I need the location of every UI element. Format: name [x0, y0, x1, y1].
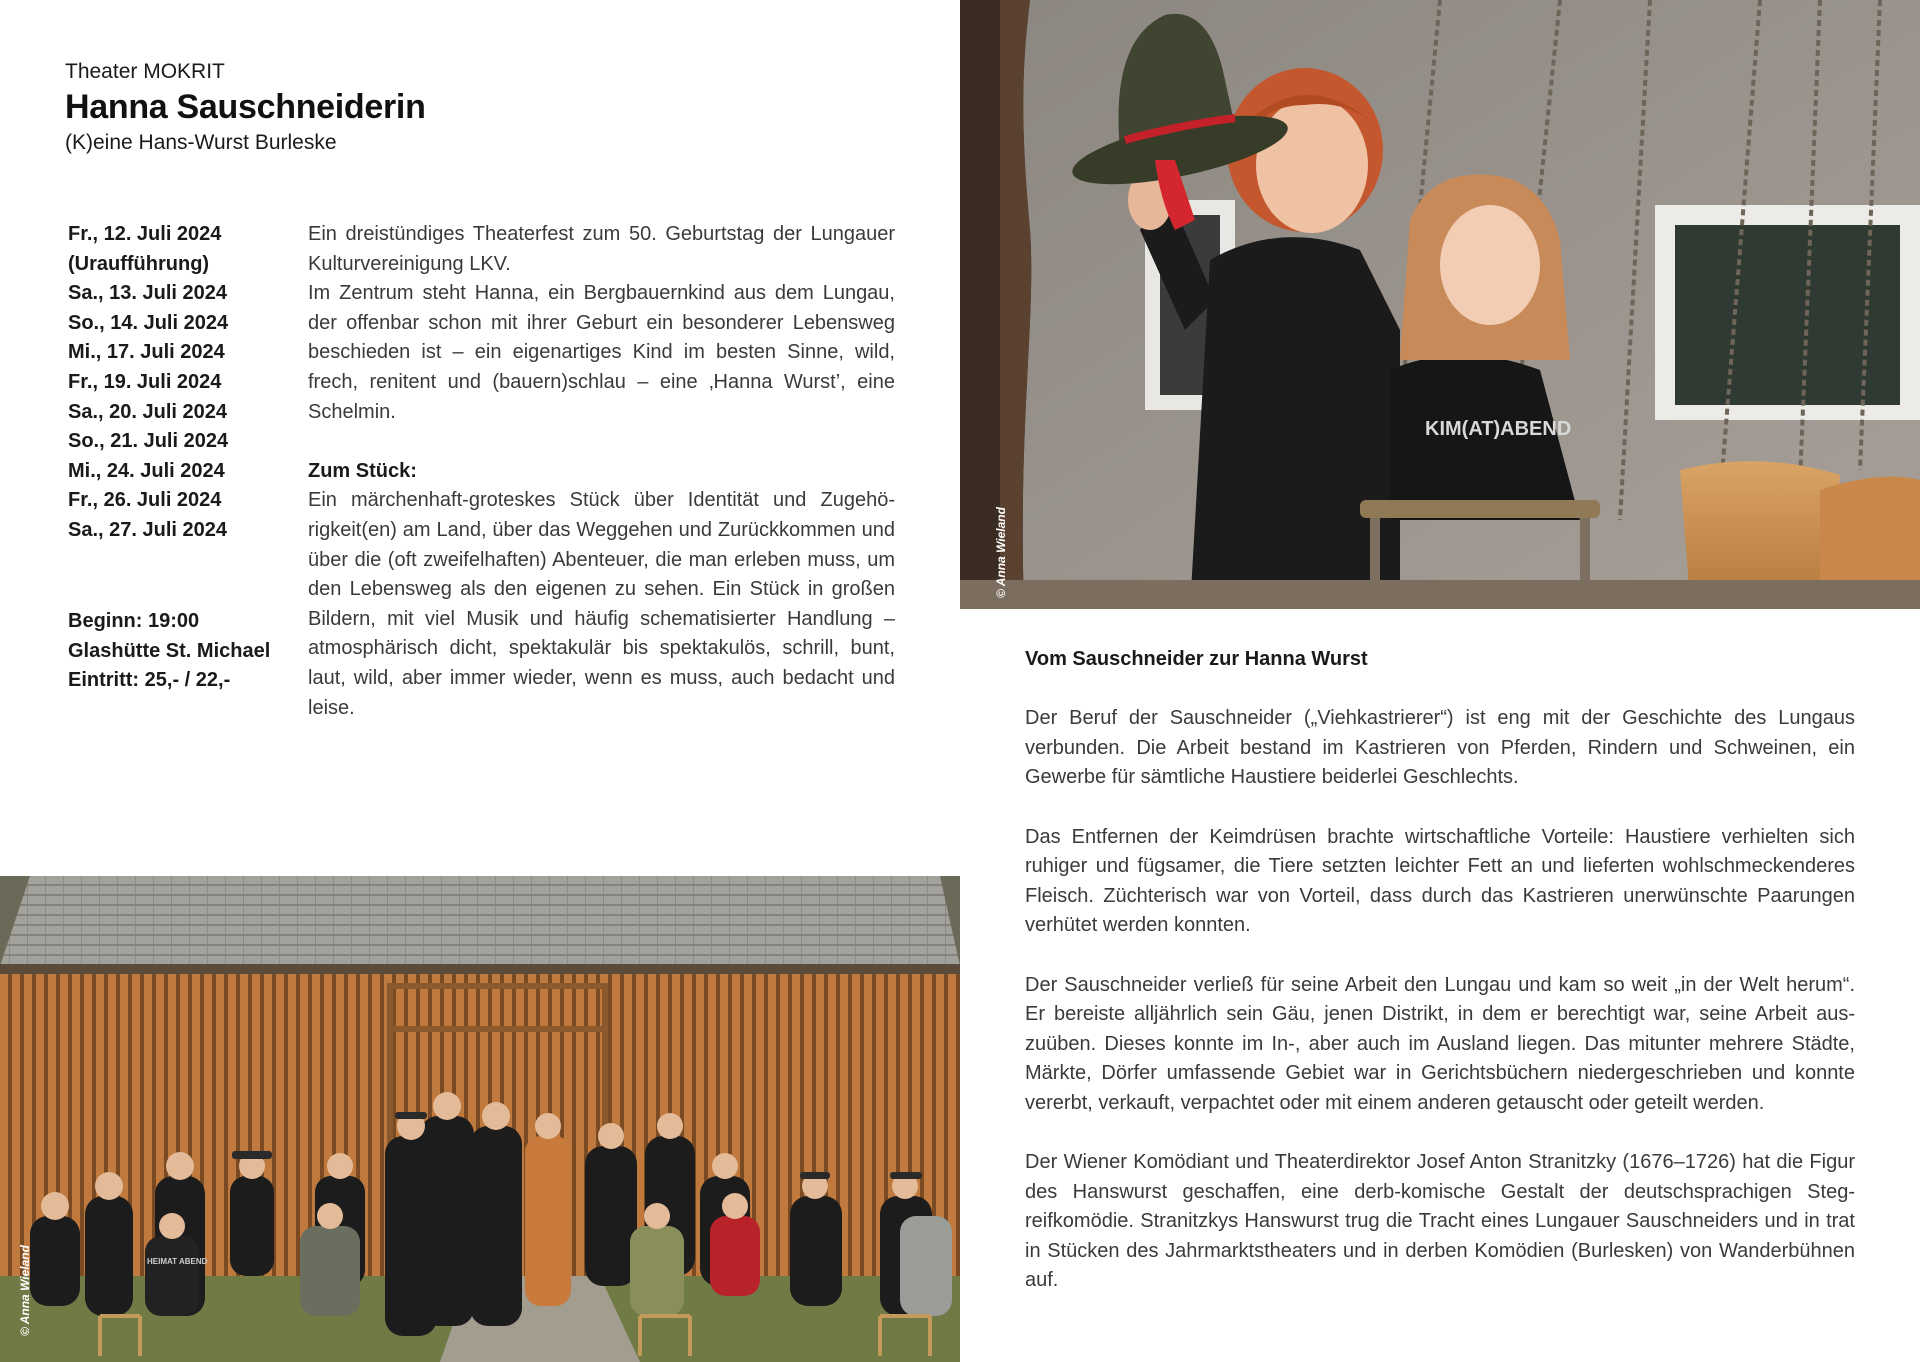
intro-paragraph: Im Zentrum steht Hanna, ein Bergbauernkind aus dem Lungau, der offenbar schon mit ihrer Geburt ein besonderer Lebensweg beschieden ist – ein eigenartiges Kind im besten Sinne, wild, frech, renitent und (bauern)schlau – eine ‚Hanna Wurst’, eine Schelmin.	[308, 282, 895, 423]
play-description	[308, 220, 895, 723]
company-name: Theater MOKRIT	[65, 60, 225, 83]
date-item: Mi., 17. Juli 2024	[68, 341, 225, 364]
photo-woman-and-girl	[960, 0, 1920, 609]
date-item: Sa., 27. Juli 2024	[68, 518, 227, 541]
article-paragraph: Das Entfernen der Keimdrüsen brachte wirtschaftliche Vorteile: Haustiere verhielten sich ruhiger und fügsamer, die Tiere setzten leichter Fett an und lieferten wohlschmeckenderes Fleisch. Züchterisch war von Vorteil, dass durch das Kastrieren unerwünschte Paarungen verhütet werden konnten.	[1025, 825, 1855, 937]
intro-paragraph: Ein dreistündiges Theaterfest zum 50. Geburtstag der Lungauer Kulturvereinigung LKV.	[308, 223, 895, 275]
shirt-text: HEIMAT ABEND	[147, 1257, 208, 1266]
event-info	[68, 607, 308, 696]
date-item: So., 14. Juli 2024	[68, 311, 229, 334]
date-item: (Uraufführung)	[68, 252, 210, 275]
page-subtitle: (K)eine Hans-Wurst Burleske	[65, 131, 337, 154]
article-paragraph: Der Sauschneider verließ für seine Arbeit den Lungau und kam so weit „in der Welt herum“. Er bereiste alljährlich sein Gäu, jenen Distrikt, in dem er berechtigt war, seine Arbeit auszuüben. Dieses konnte im In-, aber auch im Ausland liegen. Das mitunter mehrere Städte, Märkte, Dörfer umfassende Gebiet war in Gerichtsbüchern niedergeschrieben und konnte vererbt, verkauft, verpachtet oder mit einem anderen getauscht oder geteilt werden.	[1025, 973, 1855, 1114]
article-heading: Vom Sauschneider zur Hanna Wurst	[1025, 648, 1368, 670]
date-item: Sa., 13. Juli 2024	[68, 282, 227, 305]
date-item: So., 21. Juli 2024	[68, 430, 229, 453]
photo-credit: © Anna Wieland	[18, 1245, 32, 1336]
article-paragraph: Der Wiener Komödiant und Theaterdirektor Josef Anton Stranitzky (1676–1726) hat die Figur des Hanswurst geschaffen, eine derb-komische Gestalt der deutschsprachigen Stegreifkomödie. Stranitzkys Hanswurst trug die Tracht eines Lungauer Sauschneiders und in trat in Stücken des Jahrmarktstheaters und in derben Komödien (Burlesken) von Wanderbühnen auf.	[1025, 1151, 1855, 1292]
date-item: Fr., 12. Juli 2024	[68, 223, 222, 245]
date-item: Sa., 20. Juli 2024	[68, 400, 227, 423]
girl-shirt-text: KIM(AT)ABEND	[1425, 418, 1572, 440]
venue: Glashütte St. Michael	[68, 639, 271, 662]
start-time: Beginn: 19:00	[68, 610, 200, 632]
photo-ensemble	[0, 876, 960, 1362]
history-article	[1025, 645, 1855, 1296]
photo-credit: © Anna Wieland	[994, 507, 1008, 598]
page-title: Hanna Sauschneiderin	[65, 88, 426, 126]
date-item: Fr., 19. Juli 2024	[68, 370, 222, 393]
date-item: Mi., 24. Juli 2024	[68, 459, 225, 482]
performance-dates	[68, 220, 298, 546]
stueck-heading: Zum Stück:	[308, 459, 417, 482]
stueck-paragraph: Ein märchenhaft-groteskes Stück über Identität und Zugehörigkeit(en) am Land, über das Weggehen und Zurückkommen und über die (oft zweifelhaften) Abenteuer, die man erleben muss, um den Lebensweg als den eigenen zu sehen. Ein Stück in großen Bildern, mit viel Musik und häufig schematisierter Handlung – atmosphärisch dicht, spektakulär bis spektakulös, schrill, bunt, laut, wild, aber immer wieder, wenn es muss, auch bedacht und leise.	[308, 489, 895, 719]
date-item: Fr., 26. Juli 2024	[68, 489, 222, 512]
article-paragraph: Der Beruf der Sauschneider („Viehkastrierer“) ist eng mit der Geschichte des Lungaus verbunden. Die Arbeit bestand im Kastrieren von Pferden, Rindern und Schweinen, ein Gewerbe für sämtliche Haustiere beiderlei Geschlechts.	[1025, 707, 1855, 789]
admission-price: Eintritt: 25,- / 22,-	[68, 669, 231, 692]
